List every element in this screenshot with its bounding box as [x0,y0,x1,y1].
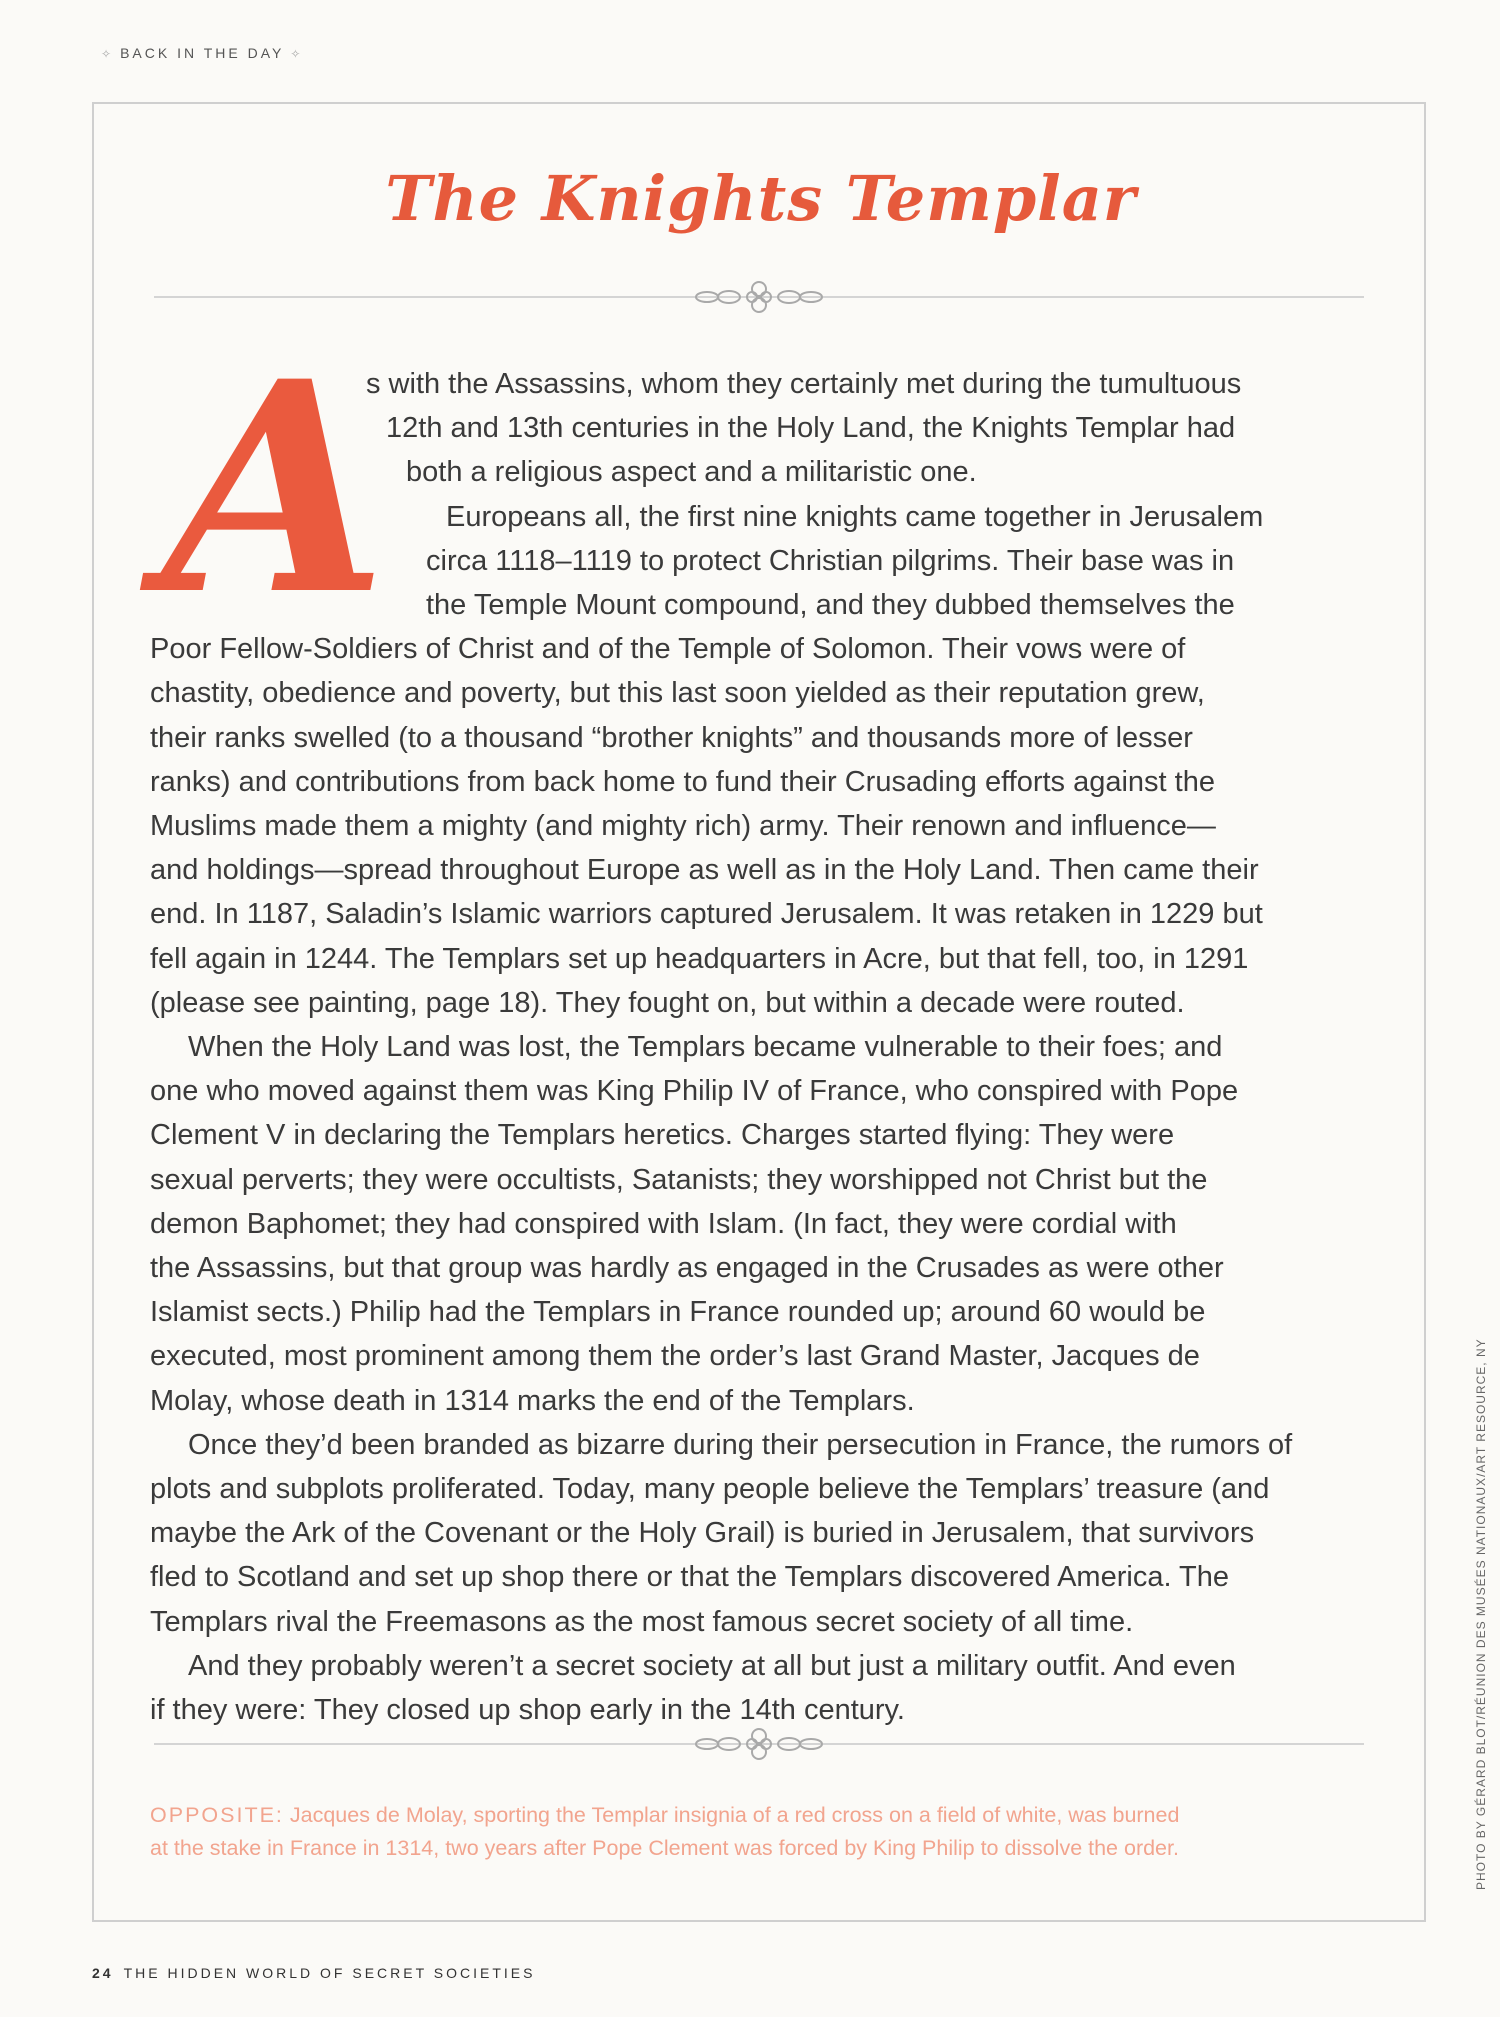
paragraph-legends [150,1423,1380,1644]
diamond-ornament-icon: ✧ [290,47,304,61]
caption-lead: OPPOSITE: [150,1803,284,1827]
text-line: Muslims made them a mighty (and mighty rich) army. Their renown and influence— [150,810,1216,843]
text-line: plots and subplots proliferated. Today, many people believe the Templars’ treasure (and [150,1473,1270,1506]
page-number: 24 [92,1965,114,1981]
text-line: fell again in 1244. The Templars set up headquarters in Acre, but that fell, too, in 1291 [150,942,1249,975]
flourish-divider-icon [154,277,1364,317]
page-footer [92,1965,535,1981]
text-line: both a religious aspect and a militaristic one. [406,456,977,489]
publication-title: THE HIDDEN WORLD OF SECRET SOCIETIES [123,1965,536,1981]
drop-cap: A [162,319,388,659]
flourish-divider-icon [154,1724,1364,1764]
text-line: And they probably weren’t a secret society at all but just a military outfit. And even [188,1649,1236,1682]
text-line: ranks) and contributions from back home to fund their Crusading efforts against the [150,765,1215,798]
text-line: and holdings—spread throughout Europe as well as in the Holy Land. Then came their [150,854,1259,887]
text-line: sexual perverts; they were occultists, Satanists; they worshipped not Christ but the [150,1163,1208,1196]
article-title: The Knights Templar [385,162,1137,235]
caption-line: at the stake in France in 1314, two years after Pope Clement was forced by King Philip to dissolve the order. [150,1836,1179,1860]
text-line: Templars rival the Freemasons as the most famous secret society of all time. [150,1605,1134,1638]
text-line: chastity, obedience and poverty, but this last soon yielded as their reputation grew, [150,677,1205,710]
text-line: the Assassins, but that group was hardly as engaged in the Crusades as were other [150,1252,1224,1285]
text-line: circa 1118–1119 to protect Christian pilgrims. Their base was in [426,544,1235,577]
paragraph-persecution [150,1025,1380,1423]
text-line: their ranks swelled (to a thousand “brother knights” and thousands more of lesser [150,721,1193,754]
text-line: Clement V in declaring the Templars heretics. Charges started flying: They were [150,1119,1175,1152]
diamond-ornament-icon: ✧ [101,47,115,61]
text-line: s with the Assassins, whom they certainly met during the tumultuous [366,368,1242,400]
text-line: maybe the Ark of the Covenant or the Holy Grail) is buried in Jerusalem, that survivors [150,1517,1255,1550]
text-line: 12th and 13th centuries in the Holy Land, the Knights Templar had [386,412,1236,445]
text-line: fled to Scotland and set up shop there or that the Templars discovered America. The [150,1561,1230,1594]
article-frame [92,102,1426,1922]
text-line: Molay, whose death in 1314 marks the end of the Templars. [150,1384,915,1417]
text-line: Poor Fellow-Soldiers of Christ and of the Temple of Solomon. Their vows were of [150,633,1186,666]
paragraph-history [150,495,1380,1025]
paragraph-intro [150,362,1380,495]
text-line: if they were: They closed up shop early in the 14th century. [150,1694,905,1727]
caption-line: Jacques de Molay, sporting the Templar insignia of a red cross on a field of white, was burned [289,1803,1180,1827]
text-line: one who moved against them was King Philip IV of France, who conspired with Pope [150,1075,1239,1108]
photo-credit: PHOTO BY GÉRARD BLOT/RÉUNION DES MUSÉES NATIONAUX/ART RESOURCE, NY [1474,1338,1488,1890]
section-tag-label: BACK IN THE DAY [120,45,285,61]
text-line: the Temple Mount compound, and they dubbed themselves the [426,589,1235,622]
text-line: executed, most prominent among them the order’s last Grand Master, Jacques de [150,1340,1200,1373]
image-caption [150,1799,1380,1865]
article-body [150,362,1380,1732]
text-line: end. In 1187, Saladin’s Islamic warriors captured Jerusalem. It was retaken in 1229 but [150,898,1263,931]
text-line: demon Baphomet; they had conspired with Islam. (In fact, they were cordial with [150,1207,1177,1240]
text-line: (please see painting, page 18). They fought on, but within a decade were routed. [150,986,1185,1019]
text-line: Europeans all, the first nine knights came together in Jerusalem [446,500,1264,533]
text-line: When the Holy Land was lost, the Templars became vulnerable to their foes; and [188,1031,1223,1064]
paragraph-conclusion [150,1644,1380,1732]
text-line: Once they’d been branded as bizarre during their persecution in France, the rumors of [188,1428,1293,1461]
text-line: Islamist sects.) Philip had the Templars in France rounded up; around 60 would be [150,1296,1206,1329]
section-tag [95,45,309,61]
